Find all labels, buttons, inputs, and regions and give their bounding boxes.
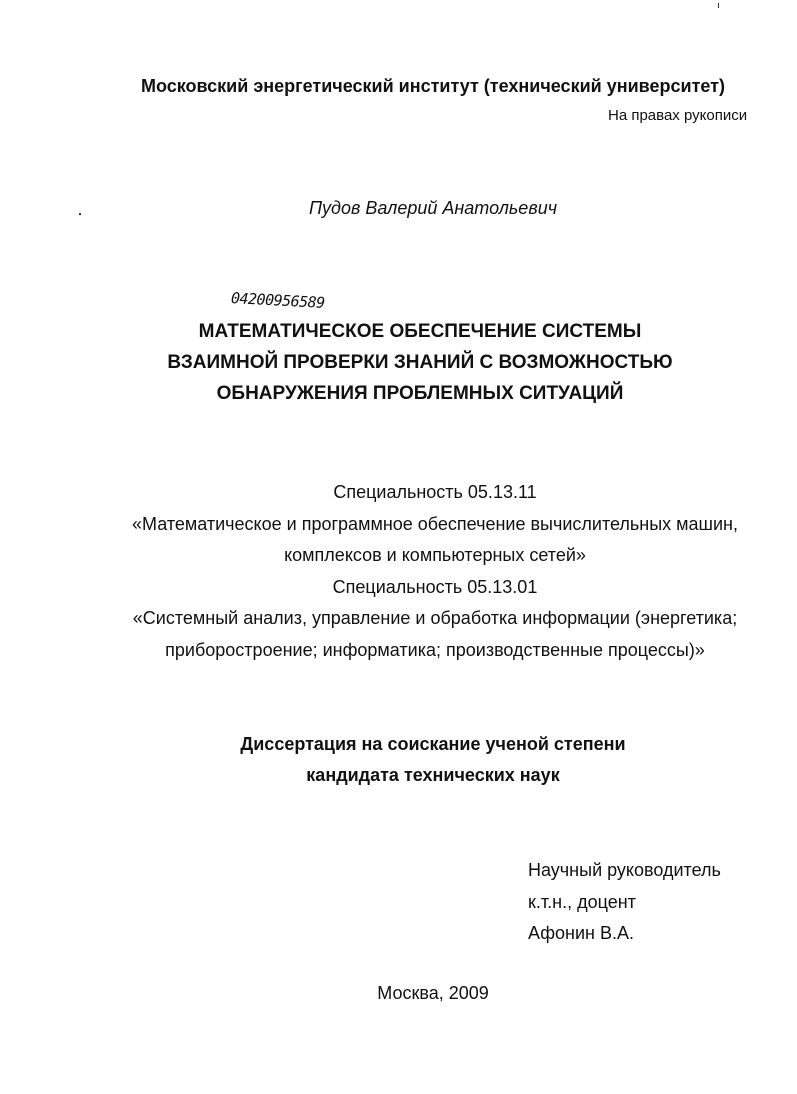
institution-text: Московский энергетический институт (технический университет) <box>141 76 725 96</box>
author-text: Пудов Валерий Анатольевич <box>308 198 558 218</box>
specialty-name-2-line-2: приборостроение; информатика; производственные процессы)» <box>165 639 705 660</box>
title-line: ВЗАИМНОЙ ПРОВЕРКИ ЗНАНИЙ С ВОЗМОЖНОСТЬЮ <box>167 352 673 373</box>
dissertation-title <box>0 316 797 409</box>
supervisor-block <box>528 855 721 950</box>
specialty-name-2-line-1: «Системный анализ, управление и обработка информации (энергетика; <box>132 608 738 628</box>
specialties-block <box>0 477 797 666</box>
city-year-text: Москва, 2009 <box>377 983 489 1003</box>
supervisor-name: Афонин В.А. <box>528 923 634 943</box>
institution-name <box>0 76 797 97</box>
specialty-name-1-line-1: «Математическое и программное обеспечение вычислительных машин, <box>132 513 738 534</box>
library-stamp-number: 04200956589 <box>230 289 326 312</box>
degree-statement <box>0 729 797 791</box>
degree-line: кандидата технических наук <box>306 765 560 785</box>
scan-speck <box>79 213 81 215</box>
degree-line: Диссертация на соискание ученой степени <box>240 734 626 754</box>
specialty-name-1-line-2: комплексов и компьютерных сетей» <box>284 545 586 565</box>
specialty-code-2: Специальность 05.13.01 <box>332 576 538 597</box>
specialty-code-1: Специальность 05.13.11 <box>333 482 537 502</box>
manuscript-note: На правах рукописи <box>608 107 748 124</box>
title-line: ОБНАРУЖЕНИЯ ПРОБЛЕМНЫХ СИТУАЦИЙ <box>216 383 624 404</box>
supervisor-degree: к.т.н., доцент <box>528 891 636 912</box>
scan-speck <box>718 3 719 8</box>
supervisor-role: Научный руководитель <box>528 860 721 880</box>
city-year <box>0 983 797 1004</box>
author-name <box>0 198 797 219</box>
title-line: МАТЕМАТИЧЕСКОЕ ОБЕСПЕЧЕНИЕ СИСТЕМЫ <box>198 321 642 342</box>
